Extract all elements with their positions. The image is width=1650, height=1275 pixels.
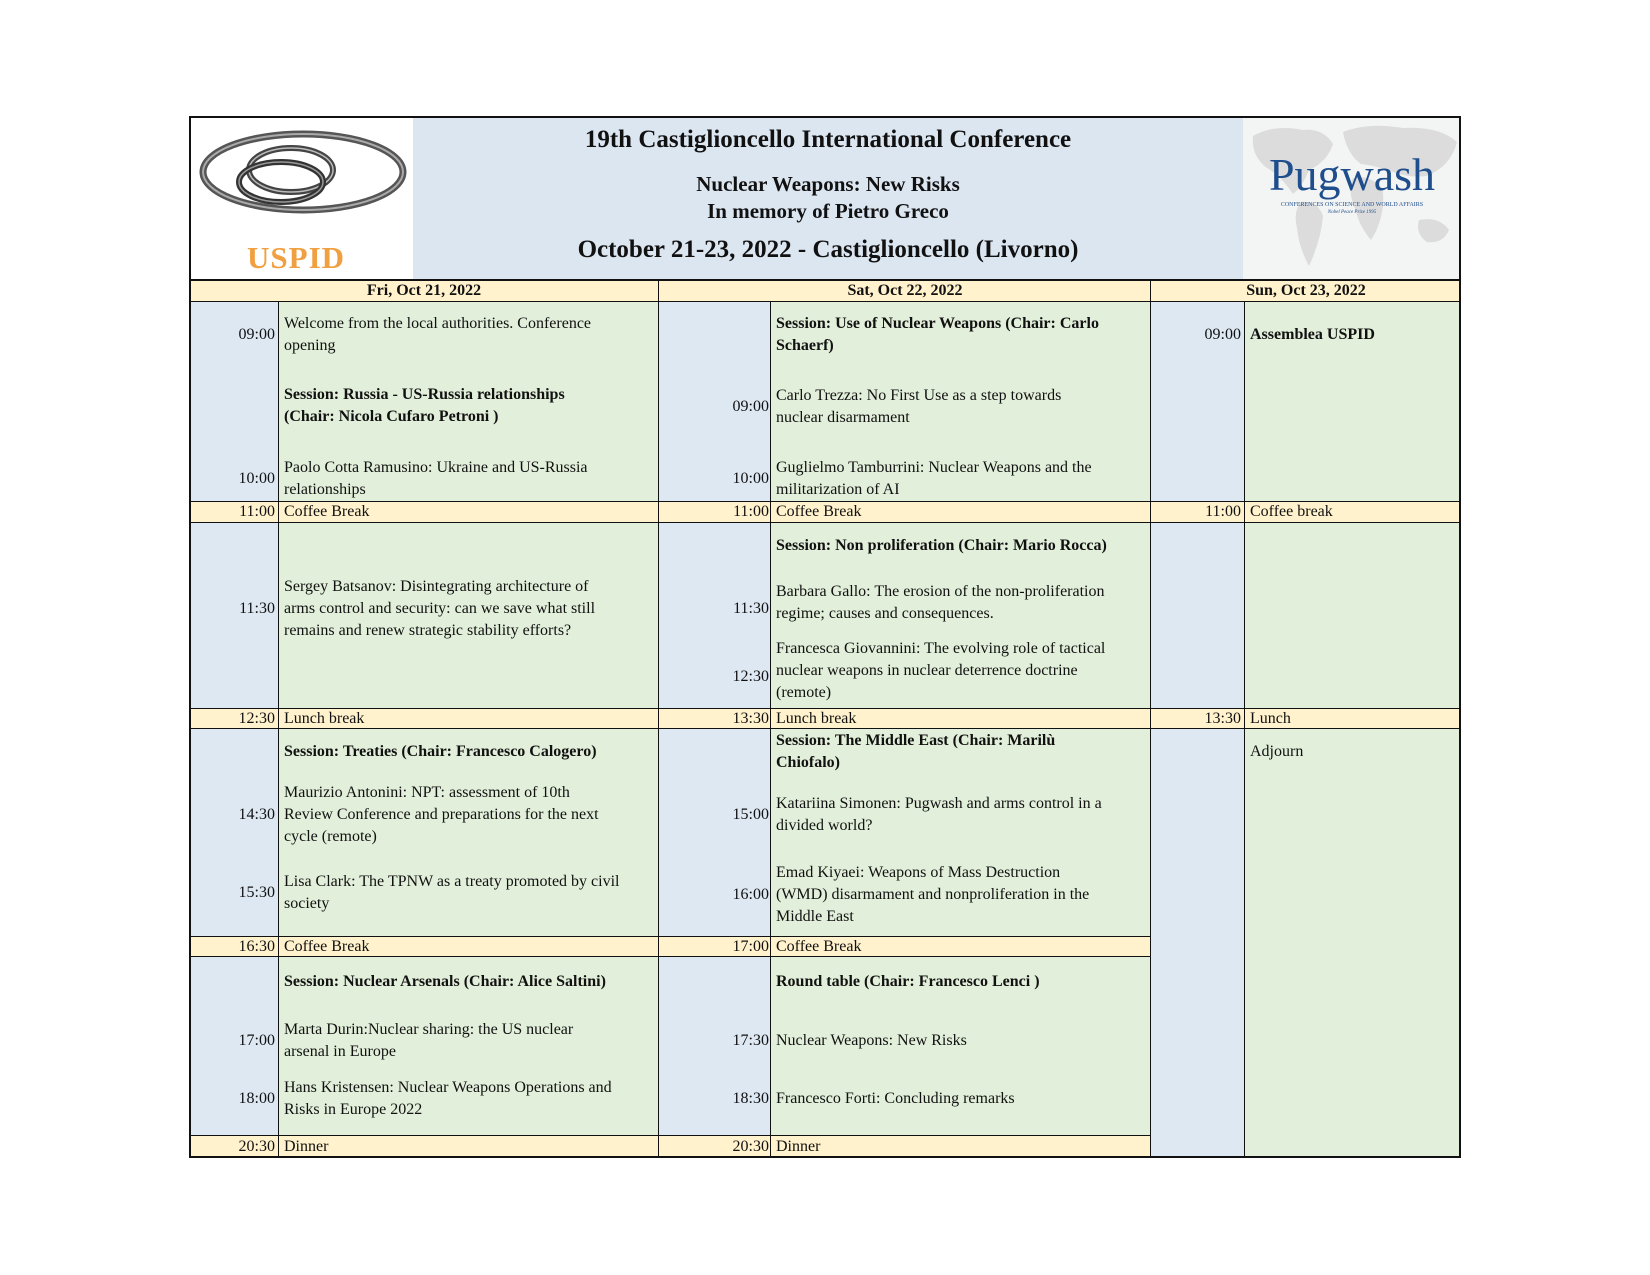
fri-dinner: Dinner [284, 1138, 329, 1155]
sun-adjourn: Adjourn [1250, 743, 1304, 760]
sat-lunch-break: Lunch break [776, 710, 857, 727]
conference-dates: October 21-23, 2022 - Castiglioncello (Livorno) [577, 236, 1079, 263]
sat-session1-title-line2: Schaerf) [776, 337, 834, 354]
day-header-fri: Fri, Oct 21, 2022 [366, 282, 482, 299]
grid-line [189, 1135, 1151, 1136]
sat-session2-title: Session: Non proliferation (Chair: Mario Rocca) [776, 537, 1107, 554]
grid-line [1150, 280, 1151, 1158]
sat-talk6-line1: Emad Kiyaei: Weapons of Mass Destruction [776, 864, 1061, 881]
fri-session3-title: Session: Nuclear Arsenals (Chair: Alice Saltini) [284, 973, 606, 990]
sat-time-1830: 18:30 [732, 1090, 769, 1107]
sat-time-1500: 15:00 [732, 806, 769, 823]
sun-assembly: Assemblea USPID [1250, 326, 1375, 343]
sat-time-1330: 13:30 [732, 710, 769, 727]
fri-talk3-line2: Review Conference and preparations for the next [284, 806, 599, 823]
fri-coffee-break-2: Coffee Break [284, 938, 370, 955]
sat-roundtable-title: Round table (Chair: Francesco Lenci ) [776, 973, 1040, 990]
sat-time-1130: 11:30 [733, 600, 769, 617]
sat-talk1-line2: nuclear disarmament [776, 409, 910, 426]
grid-line [189, 301, 1461, 302]
sat-talk5-line2: divided world? [776, 817, 873, 834]
fri-session2-title: Session: Treaties (Chair: Francesco Calogero) [284, 743, 597, 760]
grid-line [189, 956, 1151, 957]
day-header-sun: Sun, Oct 23, 2022 [1246, 282, 1366, 299]
fri-time-2030: 20:30 [238, 1138, 275, 1155]
conference-title: 19th Castiglioncello International Conference [584, 126, 1072, 153]
sat-dinner: Dinner [776, 1138, 821, 1155]
pugwash-logo [1243, 116, 1461, 280]
sun-lunch: Lunch [1250, 710, 1291, 727]
fri-time-1700: 17:00 [238, 1032, 275, 1049]
rings-icon [193, 120, 411, 230]
sat-time-1230: 12:30 [732, 668, 769, 685]
grid-line [189, 936, 1151, 937]
sat-time-1700: 17:00 [732, 938, 769, 955]
fri-session1-title-line2: (Chair: Nicola Cufaro Petroni ) [284, 408, 499, 425]
conference-subtitle-2: In memory of Pietro Greco [707, 199, 949, 223]
sat-session3-title-line1: Session: The Middle East (Chair: Marilù [776, 732, 1056, 749]
fri-talk5-line1: Marta Durin:Nuclear sharing: the US nuclear [284, 1021, 574, 1038]
fri-session1-title-line1: Session: Russia - US-Russia relationships [284, 386, 565, 403]
uspid-logo-text: USPID [247, 240, 346, 275]
fri-welcome-line2: opening [284, 337, 336, 354]
fri-talk6-line2: Risks in Europe 2022 [284, 1101, 423, 1118]
fri-talk2-line1: Sergey Batsanov: Disintegrating architecture of [284, 578, 589, 595]
grid-line [189, 728, 1461, 729]
fri-time-1100: 11:00 [239, 503, 275, 520]
sat-talk1-line1: Carlo Trezza: No First Use as a step towards [776, 387, 1062, 404]
fri-time-1230: 12:30 [238, 710, 275, 727]
fri-welcome-line1: Welcome from the local authorities. Conference [284, 315, 592, 332]
sat-talk5-line1: Katariina Simonen: Pugwash and arms control in a [776, 795, 1102, 812]
fri-time-0900: 09:00 [238, 326, 275, 343]
fri-coffee-break-1: Coffee Break [284, 503, 370, 520]
grid-line [658, 280, 659, 1158]
sat-talk6-line3: Middle East [776, 908, 854, 925]
grid-line [770, 302, 771, 1158]
sat-time-2030: 20:30 [732, 1138, 769, 1155]
sat-time-1600: 16:00 [732, 886, 769, 903]
sat-time-1730: 17:30 [732, 1032, 769, 1049]
sun-time-1330: 13:30 [1204, 710, 1241, 727]
fri-time-1000: 10:00 [238, 470, 275, 487]
sun-content-cell-afternoon [1245, 729, 1461, 1158]
sat-talk4-line3: (remote) [776, 684, 832, 701]
sat-concluding-remarks: Francesco Forti: Concluding remarks [776, 1090, 1015, 1107]
grid-line [189, 501, 1461, 502]
sun-content-cell-late-morning [1245, 523, 1461, 709]
uspid-logo [193, 120, 411, 276]
grid-line [1244, 302, 1245, 1158]
sat-talk3-line2: regime; causes and consequences. [776, 605, 994, 622]
sat-roundtable-topic: Nuclear Weapons: New Risks [776, 1032, 967, 1049]
sat-coffee-break-2: Coffee Break [776, 938, 862, 955]
conference-subtitle-1: Nuclear Weapons: New Risks [696, 172, 960, 196]
sat-talk2-line2: militarization of AI [776, 481, 900, 498]
fri-talk4-line1: Lisa Clark: The TPNW as a treaty promoted by civil [284, 873, 620, 890]
fri-talk5-line2: arsenal in Europe [284, 1043, 396, 1060]
sat-time-1000: 10:00 [732, 470, 769, 487]
fri-talk1-line1: Paolo Cotta Ramusino: Ukraine and US-Russia [284, 459, 588, 476]
sun-time-1100: 11:00 [1205, 503, 1241, 520]
fri-talk3-line1: Maurizio Antonini: NPT: assessment of 10th [284, 784, 570, 801]
fri-talk6-line1: Hans Kristensen: Nuclear Weapons Operations and [284, 1079, 612, 1096]
grid-line [189, 708, 1461, 709]
sat-session3-title-line2: Chiofalo) [776, 754, 840, 771]
pugwash-logo-text: Pugwash [1268, 149, 1436, 200]
fri-time-1530: 15:30 [238, 884, 275, 901]
sat-talk2-line1: Guglielmo Tamburrini: Nuclear Weapons and the [776, 459, 1092, 476]
fri-lunch-break: Lunch break [284, 710, 365, 727]
sat-talk4-line2: nuclear weapons in nuclear deterrence doctrine [776, 662, 1078, 679]
pugwash-logo-prize: Nobel Peace Prize 1995 [1327, 210, 1377, 215]
sun-time-cell-afternoon [1151, 729, 1245, 1158]
sat-coffee-break-1: Coffee Break [776, 503, 862, 520]
grid-line [189, 522, 1461, 523]
sat-time-0900: 09:00 [732, 398, 769, 415]
sat-session1-title-line1: Session: Use of Nuclear Weapons (Chair: Carlo [776, 315, 1099, 332]
day-header-sat: Sat, Oct 22, 2022 [847, 282, 963, 299]
fri-time-1630: 16:30 [238, 938, 275, 955]
sat-talk6-line2: (WMD) disarmament and nonproliferation in the [776, 886, 1090, 903]
fri-time-cell-afternoon [189, 729, 279, 937]
sat-time-1100: 11:00 [733, 503, 769, 520]
sun-time-0900: 09:00 [1204, 326, 1241, 343]
fri-talk2-line3: remains and renew strategic stability efforts? [284, 622, 572, 639]
sat-talk4-line1: Francesca Giovannini: The evolving role of tactical [776, 640, 1106, 657]
fri-time-1800: 18:00 [238, 1090, 275, 1107]
fri-talk1-line2: relationships [284, 481, 366, 498]
conference-program-sheet [189, 116, 1461, 1158]
sun-coffee-break: Coffee break [1250, 503, 1333, 520]
fri-time-1130: 11:30 [239, 600, 275, 617]
fri-time-1430: 14:30 [238, 806, 275, 823]
fri-talk2-line2: arms control and security: can we save what still [284, 600, 596, 617]
sat-talk3-line1: Barbara Gallo: The erosion of the non-proliferation [776, 583, 1105, 600]
fri-talk3-line3: cycle (remote) [284, 828, 377, 845]
fri-talk4-line2: society [284, 895, 330, 912]
sun-time-cell-late-morning [1151, 523, 1245, 709]
pugwash-logo-subtitle: CONFERENCES ON SCIENCE AND WORLD AFFAIRS [1280, 202, 1424, 208]
grid-line [278, 302, 279, 1158]
grid-line [189, 279, 1461, 281]
